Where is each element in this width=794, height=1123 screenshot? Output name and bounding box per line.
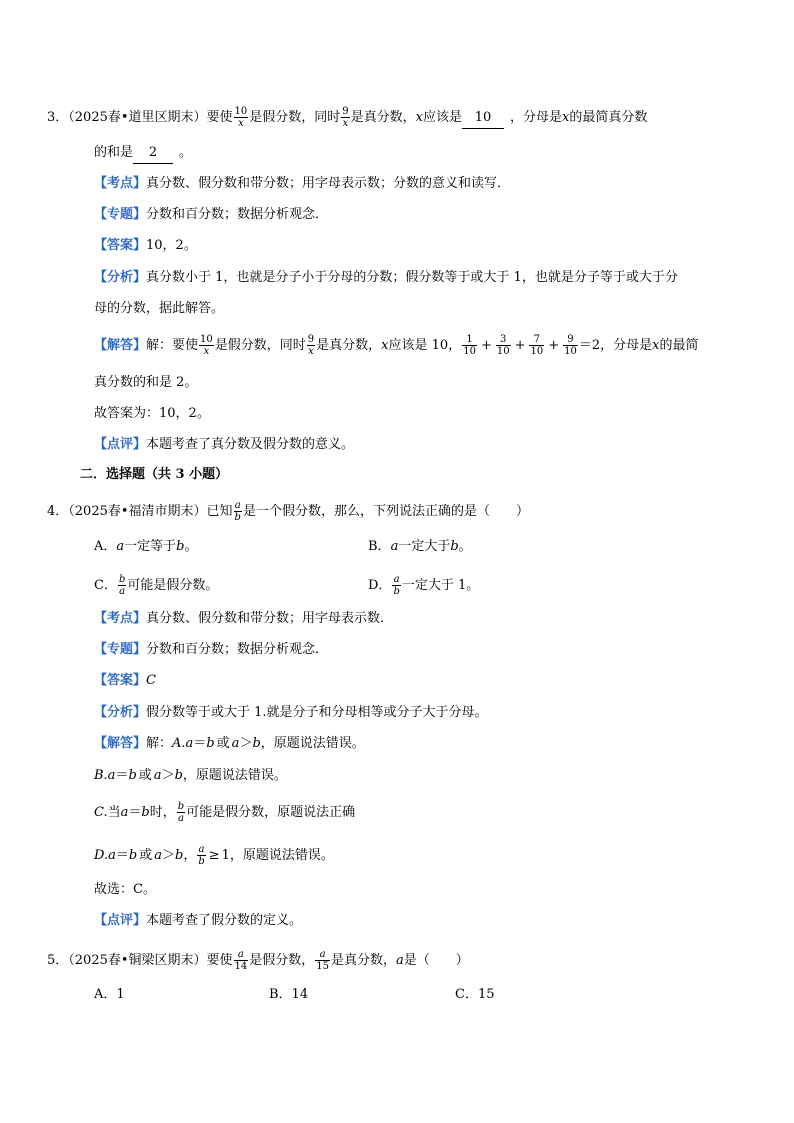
q3-jieda-line1: 【解答】解：要使 $\frac{10}{x}$ 是假分数，同时 $\frac{9}{x}$ 是真分数，x应该是 10， $\frac{1}{10}$ + $\frac{3}{10}$ + $\frac{7}{10}$ + $\frac{9}{10}$ ＝2，分母是x的最简 (94, 334, 699, 357)
q3-stem-line1: 3．（2025春•道里区期末）要使 $\frac{10}{x}$ 是假分数，同时 $\frac{9}{x}$ 是真分数，x应该是 10 ，分母是x的最简真分数 (47, 106, 648, 129)
sum-term-3: $\frac{7}{10}$ (530, 334, 544, 357)
q4-option-a: A．a一定等于b。 (94, 539, 198, 554)
q4-option-d: D． $\frac{a}{b}$ 一定大于 1。 (368, 574, 480, 597)
q5-option-b: B．14 (269, 987, 309, 1002)
q3-fenxi-line1: 【分析】真分数小于 1，也就是分子小于分母的分数；假分数等于或大于 1，也就是分子等于或大于分 (94, 270, 678, 285)
q3-guda: 故答案为：10，2。 (94, 406, 210, 421)
q4-jieda-c: C.当a＝b时， $\frac{b}{a}$ 可能是假分数，原题说法正确 (94, 801, 356, 824)
section-heading-choice: 二．选择题（共 3 小题） (80, 467, 229, 482)
kaodian-tag: 【考点】 (94, 176, 147, 191)
q3-kaodian: 【考点】真分数、假分数和带分数；用字母表示数；分数的意义和读写． (94, 176, 511, 191)
q4-jieda-b: B.a＝b 或 a＞b，原题说法错误。 (94, 768, 287, 783)
q4-fenxi: 【分析】假分数等于或大于 1.就是分子和分母相等或分子大于分母。 (94, 705, 488, 720)
q3-answer-blank-2: 2 (133, 143, 173, 164)
q4-jieda-a: 【解答】解：A.a＝b 或 a＞b，原题说法错误。 (94, 736, 365, 751)
q4-kaodian: 【考点】真分数、假分数和带分数；用字母表示数． (94, 611, 394, 626)
q3-zhuanti: 【专题】分数和百分数；数据分析观念． (94, 207, 329, 222)
q5-option-a: A．1 (94, 987, 125, 1002)
q3-fraction-10-over-x: $\frac{10}{x}$ (234, 106, 248, 129)
q3-fenxi-line2: 母的分数，据此解答。 (94, 301, 225, 316)
sum-term-2: $\frac{3}{10}$ (496, 334, 510, 357)
q3-jieda-line2: 真分数的和是 2。 (94, 375, 198, 390)
q4-option-b: B．a一定大于b。 (368, 539, 472, 554)
q4-jieda-d: D.a＝b 或 a＞b， $\frac{a}{b}$ ≥ 1，原题说法错误。 (94, 844, 334, 867)
q4-dianping: 【点评】本题考查了假分数的定义。 (94, 913, 303, 928)
q3-stem-line2: 的和是 2 。 (94, 143, 192, 164)
q4-guxuan: 故选：C。 (94, 882, 156, 897)
q4-daan: 【答案】C (94, 673, 156, 688)
q4-stem: 4．（2025春•福清市期末）已知 $\frac{a}{b}$ 是一个假分数，那么，下列说法正确的是（ ） (47, 500, 529, 523)
sum-term-1: $\frac{1}{10}$ (463, 334, 476, 357)
q4-zhuanti: 【专题】分数和百分数；数据分析观念． (94, 642, 329, 657)
q3-daan: 【答案】10，2。 (94, 238, 197, 253)
sum-term-4: $\frac{9}{10}$ (564, 334, 577, 357)
q5-stem: 5．（2025春•铜梁区期末）要使 $\frac{a}{14}$ 是假分数， $\frac{a}{15}$ 是真分数，a是（ ） (47, 949, 469, 972)
q3-dianping: 【点评】本题考查了真分数及假分数的意义。 (94, 437, 355, 452)
q3-fraction-9-over-x: $\frac{9}{x}$ (342, 106, 349, 129)
q4-option-c: C． $\frac{b}{a}$ 可能是假分数。 (94, 574, 219, 597)
q3-answer-blank-1: 10 (462, 108, 504, 129)
q5-option-c: C．15 (455, 987, 495, 1002)
